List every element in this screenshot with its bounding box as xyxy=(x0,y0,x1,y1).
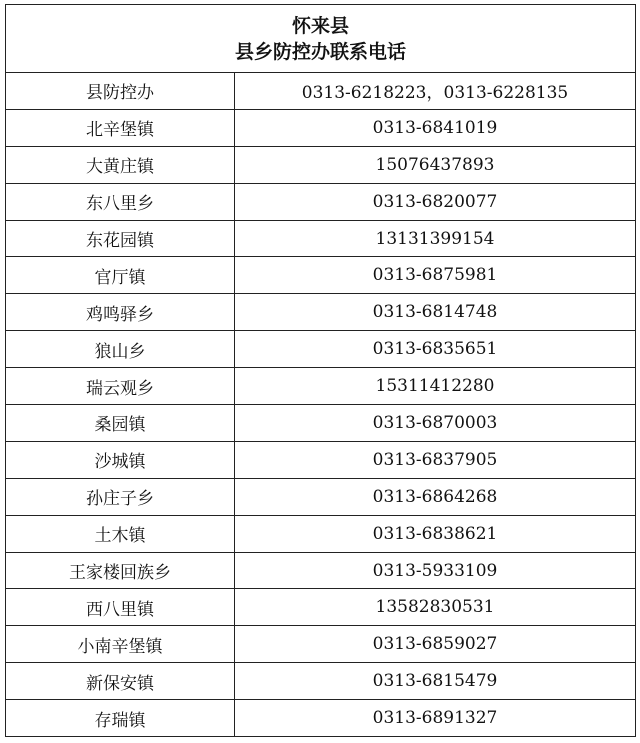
table-row xyxy=(6,626,636,663)
phone-number-cell: 13131399154 xyxy=(235,220,636,257)
table-title xyxy=(6,5,636,73)
table-row xyxy=(6,478,636,515)
office-name-cell: 北辛堡镇 xyxy=(6,109,235,146)
office-name-cell: 新保安镇 xyxy=(6,663,235,700)
phone-number-cell: 0313-6835651 xyxy=(235,331,636,368)
table-row xyxy=(6,146,636,183)
table-row xyxy=(6,109,636,146)
phone-number-cell: 15311412280 xyxy=(235,368,636,405)
table-row xyxy=(6,405,636,442)
title-row xyxy=(6,5,636,73)
office-name-cell: 孙庄子乡 xyxy=(6,478,235,515)
office-name-cell: 鸡鸣驿乡 xyxy=(6,294,235,331)
phone-number-cell: 0313-6864268 xyxy=(235,478,636,515)
office-name-cell: 王家楼回族乡 xyxy=(6,552,235,589)
table-row xyxy=(6,294,636,331)
office-name-cell: 瑞云观乡 xyxy=(6,368,235,405)
table-body xyxy=(6,5,636,737)
office-name-cell: 存瑞镇 xyxy=(6,700,235,737)
office-name-cell: 沙城镇 xyxy=(6,441,235,478)
table-row xyxy=(6,441,636,478)
office-name-cell: 县防控办 xyxy=(6,73,235,110)
phone-number-cell: 13582830531 xyxy=(235,589,636,626)
office-name-cell: 官厅镇 xyxy=(6,257,235,294)
phone-number-cell: 0313-6870003 xyxy=(235,405,636,442)
phone-number-cell: 0313-6218223，0313-6228135 xyxy=(235,73,636,110)
phone-number-cell: 0313-5933109 xyxy=(235,552,636,589)
phone-number-cell: 0313-6875981 xyxy=(235,257,636,294)
table-row xyxy=(6,368,636,405)
table-row xyxy=(6,73,636,110)
table-row xyxy=(6,663,636,700)
office-name-cell: 东花园镇 xyxy=(6,220,235,257)
phone-number-cell: 0313-6838621 xyxy=(235,515,636,552)
table-row xyxy=(6,589,636,626)
table-row xyxy=(6,552,636,589)
phone-number-cell: 0313-6891327 xyxy=(235,700,636,737)
phone-number-cell: 0313-6859027 xyxy=(235,626,636,663)
table-row xyxy=(6,331,636,368)
office-name-cell: 西八里镇 xyxy=(6,589,235,626)
table-row xyxy=(6,700,636,737)
phone-number-cell: 0313-6814748 xyxy=(235,294,636,331)
office-name-cell: 土木镇 xyxy=(6,515,235,552)
title-line-1: 怀来县 xyxy=(292,14,350,37)
phone-number-cell: 0313-6841019 xyxy=(235,109,636,146)
contact-table xyxy=(5,4,636,737)
office-name-cell: 大黄庄镇 xyxy=(6,146,235,183)
table-row xyxy=(6,220,636,257)
title-line-2: 县乡防控办联系电话 xyxy=(235,40,407,63)
office-name-cell: 狼山乡 xyxy=(6,331,235,368)
table-row xyxy=(6,515,636,552)
phone-number-cell: 0313-6815479 xyxy=(235,663,636,700)
office-name-cell: 小南辛堡镇 xyxy=(6,626,235,663)
phone-number-cell: 0313-6820077 xyxy=(235,183,636,220)
phone-number-cell: 15076437893 xyxy=(235,146,636,183)
office-name-cell: 东八里乡 xyxy=(6,183,235,220)
table-row xyxy=(6,183,636,220)
phone-number-cell: 0313-6837905 xyxy=(235,441,636,478)
table-row xyxy=(6,257,636,294)
office-name-cell: 桑园镇 xyxy=(6,405,235,442)
